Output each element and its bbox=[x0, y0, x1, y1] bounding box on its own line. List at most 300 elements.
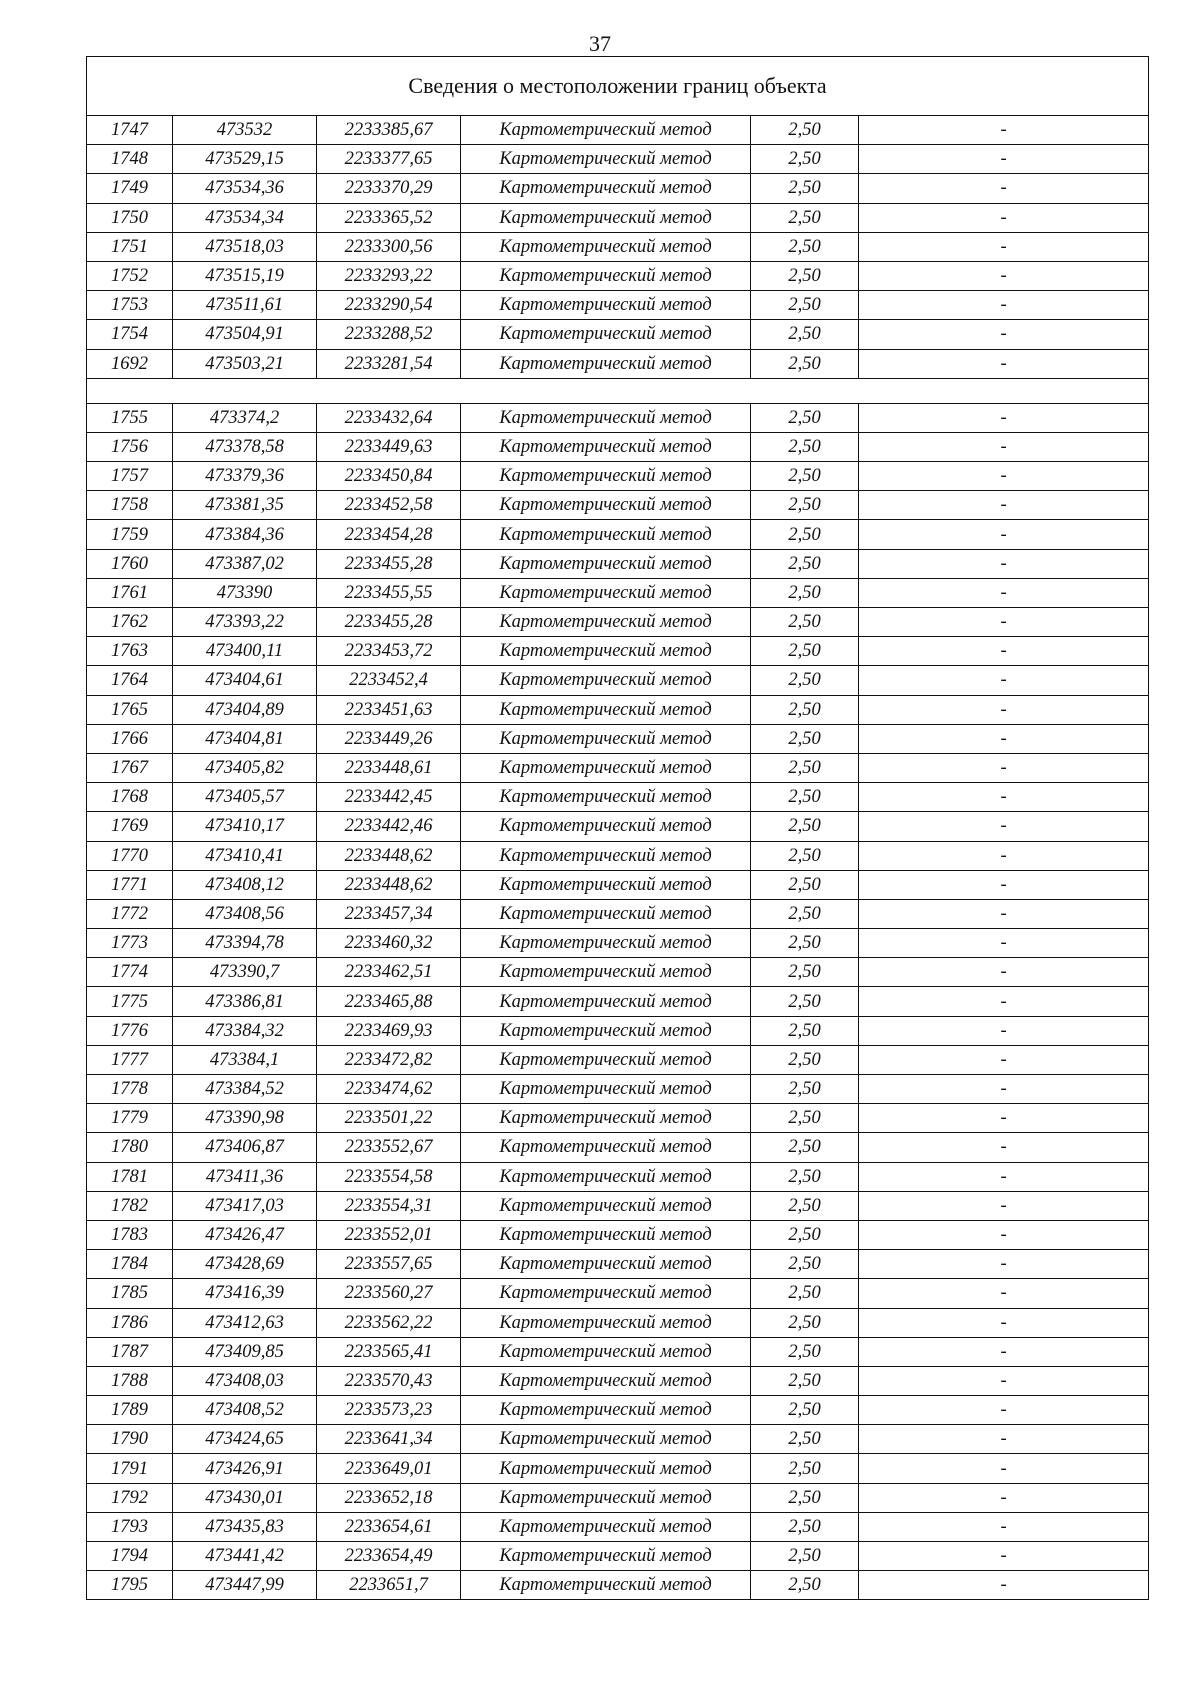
method-cell: Картометрический метод bbox=[461, 174, 751, 203]
table-row bbox=[87, 637, 1149, 666]
x-coordinate-cell: 473381,35 bbox=[173, 491, 317, 520]
point-number-cell: 1776 bbox=[87, 1016, 173, 1045]
point-number-cell: 1794 bbox=[87, 1542, 173, 1571]
accuracy-cell: 2,50 bbox=[751, 261, 859, 290]
description-cell: - bbox=[859, 1075, 1149, 1104]
accuracy-cell: 2,50 bbox=[751, 1191, 859, 1220]
description-cell: - bbox=[859, 261, 1149, 290]
point-number-cell: 1762 bbox=[87, 608, 173, 637]
description-cell: - bbox=[859, 666, 1149, 695]
y-coordinate-cell: 2233300,56 bbox=[317, 232, 461, 261]
description-cell: - bbox=[859, 783, 1149, 812]
x-coordinate-cell: 473504,91 bbox=[173, 320, 317, 349]
x-coordinate-cell: 473374,2 bbox=[173, 403, 317, 432]
accuracy-cell: 2,50 bbox=[751, 520, 859, 549]
table-row bbox=[87, 1425, 1149, 1454]
accuracy-cell: 2,50 bbox=[751, 1454, 859, 1483]
accuracy-cell: 2,50 bbox=[751, 899, 859, 928]
accuracy-cell: 2,50 bbox=[751, 1075, 859, 1104]
table-row bbox=[87, 1454, 1149, 1483]
description-cell: - bbox=[859, 1016, 1149, 1045]
method-cell: Картометрический метод bbox=[461, 1571, 751, 1600]
y-coordinate-cell: 2233385,67 bbox=[317, 116, 461, 145]
description-cell: - bbox=[859, 695, 1149, 724]
method-cell: Картометрический метод bbox=[461, 1425, 751, 1454]
y-coordinate-cell: 2233651,7 bbox=[317, 1571, 461, 1600]
x-coordinate-cell: 473379,36 bbox=[173, 462, 317, 491]
table-row bbox=[87, 174, 1149, 203]
method-cell: Картометрический метод bbox=[461, 1308, 751, 1337]
description-cell: - bbox=[859, 1483, 1149, 1512]
point-number-cell: 1779 bbox=[87, 1104, 173, 1133]
x-coordinate-cell: 473532 bbox=[173, 116, 317, 145]
table-row bbox=[87, 1483, 1149, 1512]
point-number-cell: 1753 bbox=[87, 291, 173, 320]
method-cell: Картометрический метод bbox=[461, 695, 751, 724]
point-number-cell: 1758 bbox=[87, 491, 173, 520]
table-row bbox=[87, 491, 1149, 520]
method-cell: Картометрический метод bbox=[461, 1162, 751, 1191]
x-coordinate-cell: 473404,89 bbox=[173, 695, 317, 724]
point-number-cell: 1773 bbox=[87, 929, 173, 958]
point-number-cell: 1784 bbox=[87, 1250, 173, 1279]
point-number-cell: 1757 bbox=[87, 462, 173, 491]
point-number-cell: 1749 bbox=[87, 174, 173, 203]
table-row bbox=[87, 1542, 1149, 1571]
accuracy-cell: 2,50 bbox=[751, 753, 859, 782]
description-cell: - bbox=[859, 1279, 1149, 1308]
accuracy-cell: 2,50 bbox=[751, 291, 859, 320]
description-cell: - bbox=[859, 203, 1149, 232]
point-number-cell: 1760 bbox=[87, 549, 173, 578]
method-cell: Картометрический метод bbox=[461, 812, 751, 841]
description-cell: - bbox=[859, 1542, 1149, 1571]
table-row bbox=[87, 695, 1149, 724]
method-cell: Картометрический метод bbox=[461, 1279, 751, 1308]
method-cell: Картометрический метод bbox=[461, 403, 751, 432]
accuracy-cell: 2,50 bbox=[751, 1425, 859, 1454]
method-cell: Картометрический метод bbox=[461, 637, 751, 666]
accuracy-cell: 2,50 bbox=[751, 1162, 859, 1191]
table-row bbox=[87, 958, 1149, 987]
table-row bbox=[87, 783, 1149, 812]
y-coordinate-cell: 2233641,34 bbox=[317, 1425, 461, 1454]
description-cell: - bbox=[859, 578, 1149, 607]
point-number-cell: 1767 bbox=[87, 753, 173, 782]
table-row bbox=[87, 1337, 1149, 1366]
y-coordinate-cell: 2233565,41 bbox=[317, 1337, 461, 1366]
description-cell: - bbox=[859, 753, 1149, 782]
description-cell: - bbox=[859, 1133, 1149, 1162]
accuracy-cell: 2,50 bbox=[751, 1220, 859, 1249]
point-number-cell: 1759 bbox=[87, 520, 173, 549]
method-cell: Картометрический метод bbox=[461, 870, 751, 899]
method-cell: Картометрический метод bbox=[461, 116, 751, 145]
point-number-cell: 1787 bbox=[87, 1337, 173, 1366]
x-coordinate-cell: 473416,39 bbox=[173, 1279, 317, 1308]
y-coordinate-cell: 2233293,22 bbox=[317, 261, 461, 290]
method-cell: Картометрический метод bbox=[461, 462, 751, 491]
accuracy-cell: 2,50 bbox=[751, 1337, 859, 1366]
accuracy-cell: 2,50 bbox=[751, 841, 859, 870]
point-number-cell: 1783 bbox=[87, 1220, 173, 1249]
x-coordinate-cell: 473441,42 bbox=[173, 1542, 317, 1571]
table-row bbox=[87, 578, 1149, 607]
x-coordinate-cell: 473503,21 bbox=[173, 349, 317, 378]
description-cell: - bbox=[859, 637, 1149, 666]
point-number-cell: 1790 bbox=[87, 1425, 173, 1454]
accuracy-cell: 2,50 bbox=[751, 666, 859, 695]
point-number-cell: 1748 bbox=[87, 145, 173, 174]
table-row bbox=[87, 987, 1149, 1016]
method-cell: Картометрический метод bbox=[461, 1366, 751, 1395]
y-coordinate-cell: 2233448,61 bbox=[317, 753, 461, 782]
accuracy-cell: 2,50 bbox=[751, 1133, 859, 1162]
accuracy-cell: 2,50 bbox=[751, 1016, 859, 1045]
method-cell: Картометрический метод bbox=[461, 549, 751, 578]
point-number-cell: 1792 bbox=[87, 1483, 173, 1512]
point-number-cell: 1775 bbox=[87, 987, 173, 1016]
x-coordinate-cell: 473408,56 bbox=[173, 899, 317, 928]
y-coordinate-cell: 2233501,22 bbox=[317, 1104, 461, 1133]
x-coordinate-cell: 473390,7 bbox=[173, 958, 317, 987]
y-coordinate-cell: 2233462,51 bbox=[317, 958, 461, 987]
x-coordinate-cell: 473417,03 bbox=[173, 1191, 317, 1220]
point-number-cell: 1761 bbox=[87, 578, 173, 607]
y-coordinate-cell: 2233649,01 bbox=[317, 1454, 461, 1483]
table-row bbox=[87, 145, 1149, 174]
x-coordinate-cell: 473430,01 bbox=[173, 1483, 317, 1512]
point-number-cell: 1795 bbox=[87, 1571, 173, 1600]
method-cell: Картометрический метод bbox=[461, 724, 751, 753]
y-coordinate-cell: 2233452,58 bbox=[317, 491, 461, 520]
method-cell: Картометрический метод bbox=[461, 1104, 751, 1133]
accuracy-cell: 2,50 bbox=[751, 1571, 859, 1600]
accuracy-cell: 2,50 bbox=[751, 145, 859, 174]
y-coordinate-cell: 2233452,4 bbox=[317, 666, 461, 695]
point-number-cell: 1765 bbox=[87, 695, 173, 724]
point-number-cell: 1770 bbox=[87, 841, 173, 870]
y-coordinate-cell: 2233442,45 bbox=[317, 783, 461, 812]
y-coordinate-cell: 2233455,55 bbox=[317, 578, 461, 607]
x-coordinate-cell: 473424,65 bbox=[173, 1425, 317, 1454]
x-coordinate-cell: 473404,61 bbox=[173, 666, 317, 695]
table-row bbox=[87, 549, 1149, 578]
y-coordinate-cell: 2233562,22 bbox=[317, 1308, 461, 1337]
accuracy-cell: 2,50 bbox=[751, 870, 859, 899]
table-row bbox=[87, 261, 1149, 290]
y-coordinate-cell: 2233451,63 bbox=[317, 695, 461, 724]
x-coordinate-cell: 473518,03 bbox=[173, 232, 317, 261]
x-coordinate-cell: 473387,02 bbox=[173, 549, 317, 578]
method-cell: Картометрический метод bbox=[461, 841, 751, 870]
method-cell: Картометрический метод bbox=[461, 349, 751, 378]
description-cell: - bbox=[859, 899, 1149, 928]
table-row bbox=[87, 870, 1149, 899]
point-number-cell: 1777 bbox=[87, 1045, 173, 1074]
point-number-cell: 1747 bbox=[87, 116, 173, 145]
method-cell: Картометрический метод bbox=[461, 899, 751, 928]
y-coordinate-cell: 2233554,31 bbox=[317, 1191, 461, 1220]
y-coordinate-cell: 2233281,54 bbox=[317, 349, 461, 378]
method-cell: Картометрический метод bbox=[461, 520, 751, 549]
method-cell: Картометрический метод bbox=[461, 1250, 751, 1279]
accuracy-cell: 2,50 bbox=[751, 1308, 859, 1337]
description-cell: - bbox=[859, 349, 1149, 378]
y-coordinate-cell: 2233472,82 bbox=[317, 1045, 461, 1074]
accuracy-cell: 2,50 bbox=[751, 491, 859, 520]
accuracy-cell: 2,50 bbox=[751, 116, 859, 145]
accuracy-cell: 2,50 bbox=[751, 1396, 859, 1425]
description-cell: - bbox=[859, 1191, 1149, 1220]
description-cell: - bbox=[859, 520, 1149, 549]
y-coordinate-cell: 2233288,52 bbox=[317, 320, 461, 349]
description-cell: - bbox=[859, 608, 1149, 637]
description-cell: - bbox=[859, 116, 1149, 145]
description-cell: - bbox=[859, 929, 1149, 958]
x-coordinate-cell: 473410,41 bbox=[173, 841, 317, 870]
table-row bbox=[87, 1220, 1149, 1249]
y-coordinate-cell: 2233654,49 bbox=[317, 1542, 461, 1571]
description-cell: - bbox=[859, 841, 1149, 870]
point-number-cell: 1692 bbox=[87, 349, 173, 378]
point-number-cell: 1766 bbox=[87, 724, 173, 753]
table-row bbox=[87, 1016, 1149, 1045]
description-cell: - bbox=[859, 549, 1149, 578]
description-cell: - bbox=[859, 232, 1149, 261]
table-row bbox=[87, 1366, 1149, 1395]
boundary-coordinates-table bbox=[86, 56, 1149, 1600]
point-number-cell: 1768 bbox=[87, 783, 173, 812]
method-cell: Картометрический метод bbox=[461, 666, 751, 695]
x-coordinate-cell: 473406,87 bbox=[173, 1133, 317, 1162]
x-coordinate-cell: 473384,36 bbox=[173, 520, 317, 549]
y-coordinate-cell: 2233454,28 bbox=[317, 520, 461, 549]
accuracy-cell: 2,50 bbox=[751, 987, 859, 1016]
point-number-cell: 1791 bbox=[87, 1454, 173, 1483]
x-coordinate-cell: 473534,34 bbox=[173, 203, 317, 232]
accuracy-cell: 2,50 bbox=[751, 320, 859, 349]
method-cell: Картометрический метод bbox=[461, 1396, 751, 1425]
caption-row bbox=[87, 57, 1149, 116]
table-row bbox=[87, 1308, 1149, 1337]
description-cell: - bbox=[859, 491, 1149, 520]
x-coordinate-cell: 473400,11 bbox=[173, 637, 317, 666]
point-number-cell: 1785 bbox=[87, 1279, 173, 1308]
description-cell: - bbox=[859, 1162, 1149, 1191]
y-coordinate-cell: 2233442,46 bbox=[317, 812, 461, 841]
y-coordinate-cell: 2233557,65 bbox=[317, 1250, 461, 1279]
point-number-cell: 1793 bbox=[87, 1512, 173, 1541]
x-coordinate-cell: 473384,32 bbox=[173, 1016, 317, 1045]
description-cell: - bbox=[859, 1337, 1149, 1366]
point-number-cell: 1780 bbox=[87, 1133, 173, 1162]
x-coordinate-cell: 473426,47 bbox=[173, 1220, 317, 1249]
x-coordinate-cell: 473386,81 bbox=[173, 987, 317, 1016]
table-row bbox=[87, 1571, 1149, 1600]
table-row bbox=[87, 929, 1149, 958]
table-body bbox=[87, 57, 1149, 1600]
y-coordinate-cell: 2233457,34 bbox=[317, 899, 461, 928]
description-cell: - bbox=[859, 1220, 1149, 1249]
description-cell: - bbox=[859, 462, 1149, 491]
x-coordinate-cell: 473404,81 bbox=[173, 724, 317, 753]
accuracy-cell: 2,50 bbox=[751, 432, 859, 461]
method-cell: Картометрический метод bbox=[461, 320, 751, 349]
method-cell: Картометрический метод bbox=[461, 1454, 751, 1483]
y-coordinate-cell: 2233552,01 bbox=[317, 1220, 461, 1249]
table-row bbox=[87, 1133, 1149, 1162]
table-row bbox=[87, 462, 1149, 491]
method-cell: Картометрический метод bbox=[461, 1191, 751, 1220]
method-cell: Картометрический метод bbox=[461, 608, 751, 637]
accuracy-cell: 2,50 bbox=[751, 403, 859, 432]
description-cell: - bbox=[859, 1104, 1149, 1133]
description-cell: - bbox=[859, 291, 1149, 320]
point-number-cell: 1771 bbox=[87, 870, 173, 899]
accuracy-cell: 2,50 bbox=[751, 232, 859, 261]
method-cell: Картометрический метод bbox=[461, 232, 751, 261]
description-cell: - bbox=[859, 1396, 1149, 1425]
table-row bbox=[87, 1396, 1149, 1425]
description-cell: - bbox=[859, 724, 1149, 753]
y-coordinate-cell: 2233453,72 bbox=[317, 637, 461, 666]
description-cell: - bbox=[859, 1512, 1149, 1541]
method-cell: Картометрический метод bbox=[461, 987, 751, 1016]
method-cell: Картометрический метод bbox=[461, 1542, 751, 1571]
x-coordinate-cell: 473409,85 bbox=[173, 1337, 317, 1366]
accuracy-cell: 2,50 bbox=[751, 724, 859, 753]
x-coordinate-cell: 473384,1 bbox=[173, 1045, 317, 1074]
method-cell: Картометрический метод bbox=[461, 291, 751, 320]
point-number-cell: 1786 bbox=[87, 1308, 173, 1337]
x-coordinate-cell: 473447,99 bbox=[173, 1571, 317, 1600]
y-coordinate-cell: 2233448,62 bbox=[317, 870, 461, 899]
accuracy-cell: 2,50 bbox=[751, 812, 859, 841]
method-cell: Картометрический метод bbox=[461, 491, 751, 520]
x-coordinate-cell: 473410,17 bbox=[173, 812, 317, 841]
table-row bbox=[87, 812, 1149, 841]
y-coordinate-cell: 2233552,67 bbox=[317, 1133, 461, 1162]
x-coordinate-cell: 473393,22 bbox=[173, 608, 317, 637]
description-cell: - bbox=[859, 1571, 1149, 1600]
y-coordinate-cell: 2233450,84 bbox=[317, 462, 461, 491]
description-cell: - bbox=[859, 432, 1149, 461]
y-coordinate-cell: 2233365,52 bbox=[317, 203, 461, 232]
description-cell: - bbox=[859, 1308, 1149, 1337]
y-coordinate-cell: 2233455,28 bbox=[317, 549, 461, 578]
method-cell: Картометрический метод bbox=[461, 1133, 751, 1162]
page-number: 37 bbox=[589, 31, 611, 56]
table-row bbox=[87, 666, 1149, 695]
accuracy-cell: 2,50 bbox=[751, 203, 859, 232]
method-cell: Картометрический метод bbox=[461, 578, 751, 607]
x-coordinate-cell: 473405,57 bbox=[173, 783, 317, 812]
y-coordinate-cell: 2233652,18 bbox=[317, 1483, 461, 1512]
table-row bbox=[87, 432, 1149, 461]
point-number-cell: 1752 bbox=[87, 261, 173, 290]
point-number-cell: 1756 bbox=[87, 432, 173, 461]
point-number-cell: 1772 bbox=[87, 899, 173, 928]
y-coordinate-cell: 2233573,23 bbox=[317, 1396, 461, 1425]
accuracy-cell: 2,50 bbox=[751, 462, 859, 491]
description-cell: - bbox=[859, 1250, 1149, 1279]
table-row bbox=[87, 116, 1149, 145]
x-coordinate-cell: 473515,19 bbox=[173, 261, 317, 290]
table-row bbox=[87, 520, 1149, 549]
point-number-cell: 1778 bbox=[87, 1075, 173, 1104]
y-coordinate-cell: 2233432,64 bbox=[317, 403, 461, 432]
table-row bbox=[87, 320, 1149, 349]
method-cell: Картометрический метод bbox=[461, 1512, 751, 1541]
description-cell: - bbox=[859, 403, 1149, 432]
x-coordinate-cell: 473408,03 bbox=[173, 1366, 317, 1395]
point-number-cell: 1781 bbox=[87, 1162, 173, 1191]
x-coordinate-cell: 473390,98 bbox=[173, 1104, 317, 1133]
y-coordinate-cell: 2233469,93 bbox=[317, 1016, 461, 1045]
method-cell: Картометрический метод bbox=[461, 1045, 751, 1074]
description-cell: - bbox=[859, 812, 1149, 841]
description-cell: - bbox=[859, 958, 1149, 987]
table-row bbox=[87, 899, 1149, 928]
accuracy-cell: 2,50 bbox=[751, 608, 859, 637]
description-cell: - bbox=[859, 1045, 1149, 1074]
accuracy-cell: 2,50 bbox=[751, 1512, 859, 1541]
accuracy-cell: 2,50 bbox=[751, 695, 859, 724]
description-cell: - bbox=[859, 1425, 1149, 1454]
y-coordinate-cell: 2233554,58 bbox=[317, 1162, 461, 1191]
y-coordinate-cell: 2233465,88 bbox=[317, 987, 461, 1016]
point-number-cell: 1769 bbox=[87, 812, 173, 841]
method-cell: Картометрический метод bbox=[461, 261, 751, 290]
point-number-cell: 1788 bbox=[87, 1366, 173, 1395]
accuracy-cell: 2,50 bbox=[751, 958, 859, 987]
table-row bbox=[87, 291, 1149, 320]
table-row bbox=[87, 753, 1149, 782]
table-row bbox=[87, 1191, 1149, 1220]
point-number-cell: 1782 bbox=[87, 1191, 173, 1220]
y-coordinate-cell: 2233455,28 bbox=[317, 608, 461, 637]
y-coordinate-cell: 2233448,62 bbox=[317, 841, 461, 870]
accuracy-cell: 2,50 bbox=[751, 349, 859, 378]
table-row bbox=[87, 232, 1149, 261]
accuracy-cell: 2,50 bbox=[751, 1250, 859, 1279]
table-caption: Сведения о местоположении границ объекта bbox=[87, 57, 1149, 116]
point-number-cell: 1774 bbox=[87, 958, 173, 987]
method-cell: Картометрический метод bbox=[461, 145, 751, 174]
method-cell: Картометрический метод bbox=[461, 958, 751, 987]
point-number-cell: 1789 bbox=[87, 1396, 173, 1425]
method-cell: Картометрический метод bbox=[461, 1016, 751, 1045]
x-coordinate-cell: 473426,91 bbox=[173, 1454, 317, 1483]
method-cell: Картометрический метод bbox=[461, 432, 751, 461]
point-number-cell: 1755 bbox=[87, 403, 173, 432]
table-row bbox=[87, 1162, 1149, 1191]
point-number-cell: 1754 bbox=[87, 320, 173, 349]
y-coordinate-cell: 2233570,43 bbox=[317, 1366, 461, 1395]
accuracy-cell: 2,50 bbox=[751, 1279, 859, 1308]
accuracy-cell: 2,50 bbox=[751, 637, 859, 666]
x-coordinate-cell: 473411,36 bbox=[173, 1162, 317, 1191]
method-cell: Картометрический метод bbox=[461, 203, 751, 232]
accuracy-cell: 2,50 bbox=[751, 929, 859, 958]
x-coordinate-cell: 473534,36 bbox=[173, 174, 317, 203]
y-coordinate-cell: 2233449,26 bbox=[317, 724, 461, 753]
point-number-cell: 1763 bbox=[87, 637, 173, 666]
description-cell: - bbox=[859, 174, 1149, 203]
accuracy-cell: 2,50 bbox=[751, 1366, 859, 1395]
accuracy-cell: 2,50 bbox=[751, 783, 859, 812]
